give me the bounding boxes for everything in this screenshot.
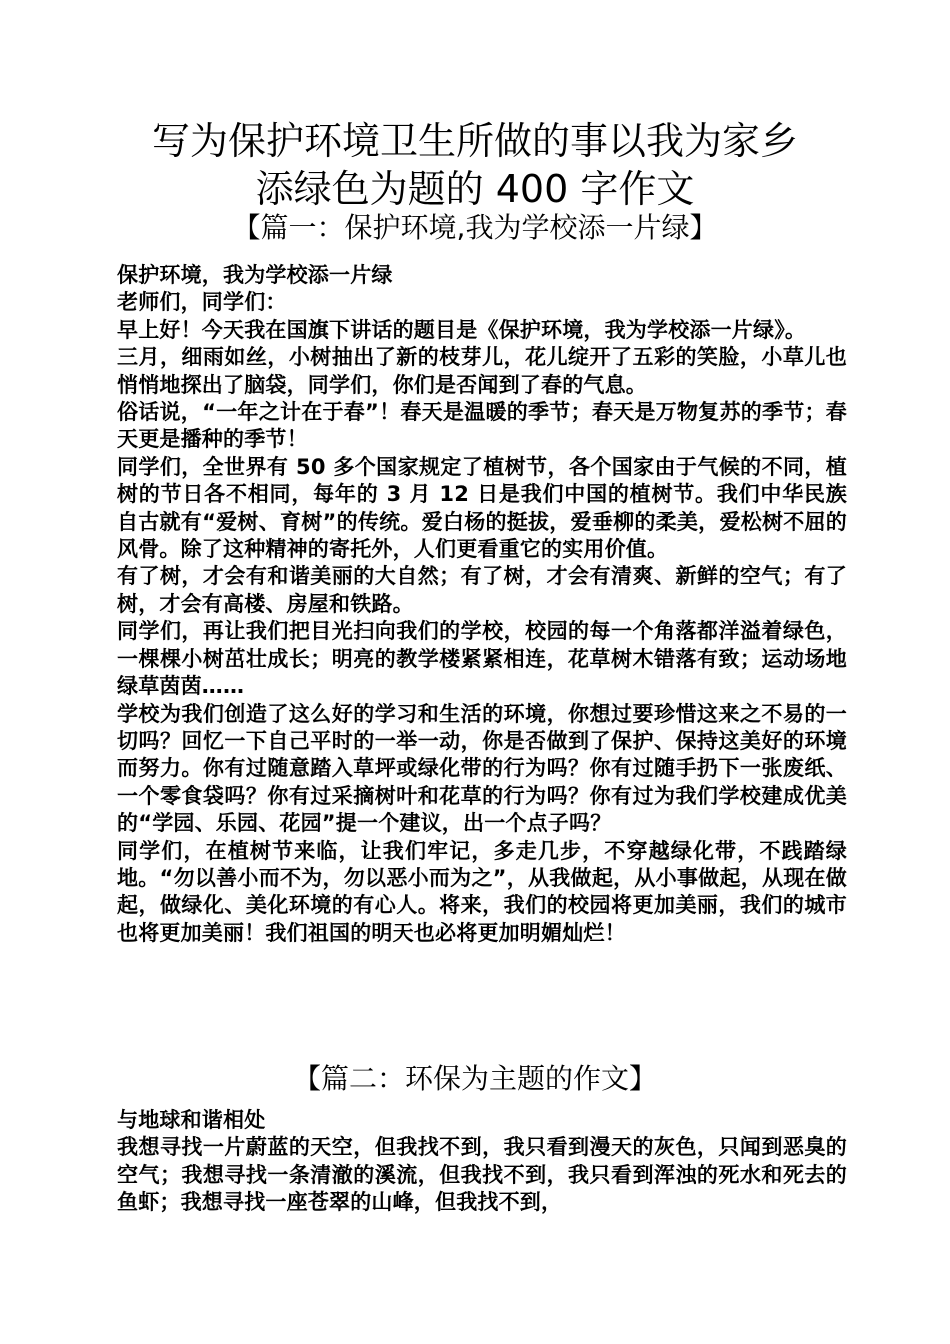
paragraph: 保护环境，我为学校添一片绿 (117, 263, 393, 287)
paragraph: 老师们，同学们： (117, 290, 287, 315)
paragraph: 早上好！今天我在国旗下讲话的题目是《保护环境，我为学校添一片绿》。 (117, 317, 807, 342)
paragraph: 俗话说，“一年之计在于春”！春天是温暖的季节；春天是万物复苏的季节；春天更是播种的季节！ (117, 400, 847, 452)
document-title-line-2: 添绿色为题的 400 字作文 (255, 167, 695, 211)
section-1-body (117, 262, 847, 947)
paragraph: 同学们，再让我们把目光扫向我们的学校，校园的每一个角落都洋溢着绿色，一棵棵小树茁壮成长；明亮的教学楼紧紧相连，花草树木错落有致；运动场地绿草茵茵…… (117, 619, 847, 699)
document-title-line-1: 写为保护环境卫生所做的事以我为家乡 (151, 119, 798, 163)
paragraph: 同学们，在植树节来临，让我们牢记，多走几步，不穿越绿化带，不践踏绿地。“勿以善小而不为，勿以恶小而为之”，从我做起，从小事做起，从现在做起，做绿化、美化环境的有心人。将来，我们的校园将更加美丽，我们的城市也将更加美丽！我们祖国的明天也必将更加明媚灿烂！ (117, 838, 847, 945)
paragraph: 三月，细雨如丝，小树抽出了新的枝芽儿，花儿绽开了五彩的笑脸，小草儿也悄悄地探出了脑袋，同学们，你们是否闻到了春的气息。 (117, 345, 847, 397)
section-1-heading: 【篇一：保护环境,我为学校添一片绿】 (232, 211, 718, 244)
paragraph: 有了树，才会有和谐美丽的大自然；有了树，才会有清爽、新鲜的空气；有了树，才会有高楼、房屋和铁路。 (117, 564, 847, 616)
section-2-heading: 【篇二：环保为主题的作文】 (292, 1062, 657, 1095)
section-2-body (117, 1107, 847, 1217)
paragraph: 我想寻找一片蔚蓝的天空，但我找不到，我只看到漫天的灰色，只闻到恶臭的空气；我想寻找一条清澈的溪流，但我找不到，我只看到浑浊的死水和死去的鱼虾；我想寻找一座苍翠的山峰，但我找不到， (117, 1135, 847, 1215)
paragraph: 与地球和谐相处 (117, 1108, 266, 1132)
paragraph: 同学们，全世界有 50 多个国家规定了植树节，各个国家由于气候的不同，植树的节日各不相同，每年的 3 月 12 日是我们中国的植树节。我们中华民族自古就有“爱树、育树”的传统。爱白杨的挺拔，爱垂柳的柔美，爱松树不屈的风骨。除了这种精神的寄托外，人们更看重它的实用价值。 (117, 454, 847, 562)
paragraph: 学校为我们创造了这么好的学习和生活的环境，你想过要珍惜这来之不易的一切吗？回忆一下自己平时的一举一动，你是否做到了保护、保持这美好的环境而努力。你有过随意踏入草坪或绿化带的行为吗？你有过随手扔下一张废纸、一个零食袋吗？你有过采摘树叶和花草的行为吗？你有过为我们学校建成优美的“学园、乐园、花园”提一个建议，出一个点子吗？ (117, 701, 847, 836)
